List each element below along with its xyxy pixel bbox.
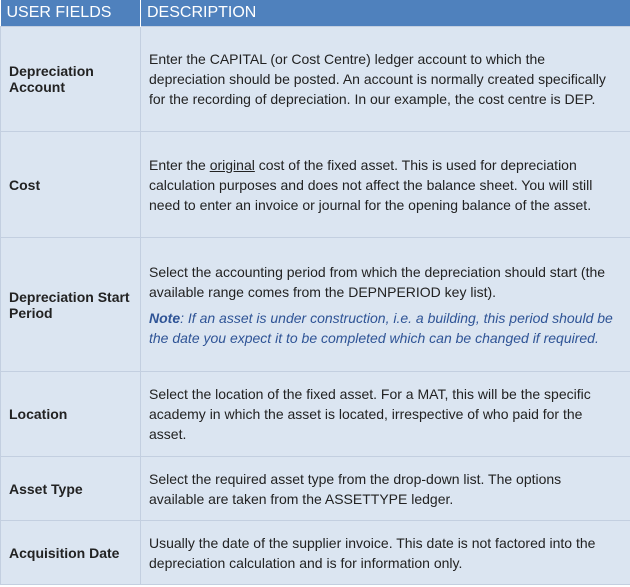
note-text: : If an asset is under construction, i.e. a building, this period should be the date you expect it to be completed which can be changed if required.	[149, 309, 613, 346]
note-label: Note	[149, 309, 181, 326]
table-row	[1, 457, 630, 521]
table-row	[1, 372, 630, 457]
note	[149, 308, 620, 348]
field-name: Acquisition Date	[1, 521, 141, 585]
field-name: Depreciation Account	[1, 27, 141, 132]
table-row	[1, 132, 630, 238]
description-text: Select the accounting period from which the depreciation should start (the available range comes from the DEPNPERIOD key list).	[149, 263, 606, 300]
description-text-after: cost of the fixed asset. This is used for depreciation calculation purposes and does not affect the balance sheet. You will still need to enter an invoice or journal for the opening balance of the asset.	[149, 156, 593, 213]
description-emphasis: original	[209, 156, 255, 173]
field-name: Asset Type	[1, 457, 141, 521]
description-text: Enter the CAPITAL (or Cost Centre) ledger account to which the depreciation should be posted. An account is normally created specifically for the recording of depreciation. In our example, the cost centre is DEP.	[149, 51, 606, 107]
description-text: Select the required asset type from the drop-down list. The options available are taken from the ASSETTYPE ledger.	[149, 470, 562, 507]
field-name: Location	[1, 372, 141, 457]
table-row	[1, 27, 630, 132]
description-text: Usually the date of the supplier invoice. This date is not factored into the depreciation calculation and is for information only.	[149, 534, 596, 571]
field-description	[141, 238, 630, 372]
header-row	[1, 0, 630, 27]
field-description	[141, 457, 630, 521]
description-text	[149, 155, 620, 215]
header-description: DESCRIPTION	[141, 0, 630, 27]
field-description	[141, 27, 630, 132]
field-description	[141, 372, 630, 457]
field-description	[141, 521, 630, 585]
description-text-before: Enter the	[149, 156, 210, 173]
description-text: Select the location of the fixed asset. For a MAT, this will be the specific academy in which the asset is located, irrespective of who paid for the asset.	[149, 386, 591, 442]
table-row	[1, 238, 630, 372]
table-row	[1, 521, 630, 585]
field-description	[141, 132, 630, 238]
header-user-fields: USER FIELDS	[1, 0, 141, 27]
field-name: Cost	[1, 132, 141, 238]
field-name: Depreciation Start Period	[1, 238, 141, 372]
